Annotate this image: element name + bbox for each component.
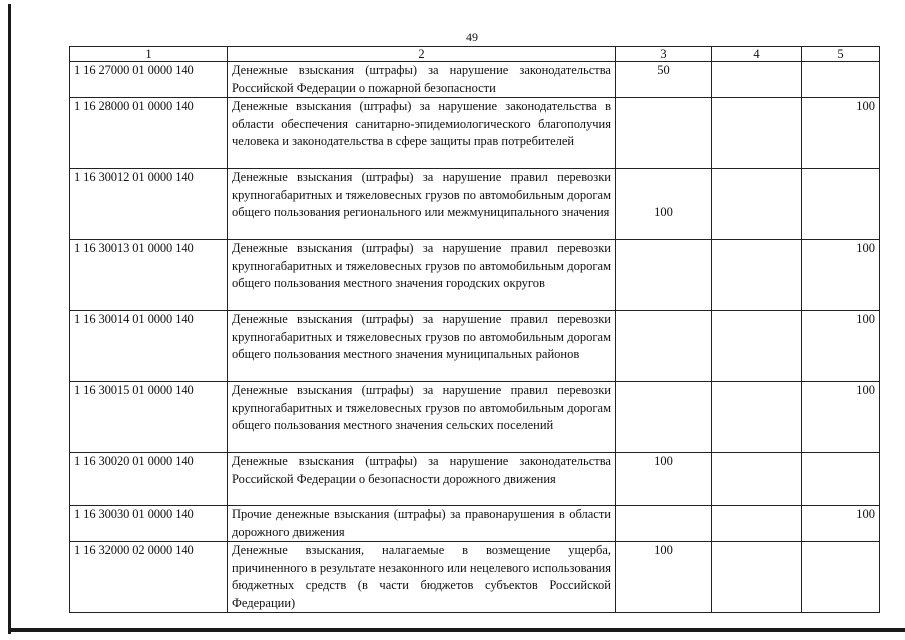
header-col-3: 3 xyxy=(616,47,712,62)
code-cell: 1 16 30012 01 0000 140 xyxy=(70,169,228,240)
value-col3-cell xyxy=(616,311,712,382)
description-cell: Денежные взыскания (штрафы) за нарушение законодательства Российской Федерации о пожарной безопасности xyxy=(228,62,616,98)
page-number: 49 xyxy=(466,30,478,44)
value-col3-cell: 100 xyxy=(616,169,712,240)
value-col5-cell: 100 xyxy=(802,311,880,382)
code-cell: 1 16 30015 01 0000 140 xyxy=(70,382,228,453)
value-col4-cell xyxy=(712,169,802,240)
header-col-1: 1 xyxy=(70,47,228,62)
table-row xyxy=(70,542,880,613)
code-cell: 1 16 30014 01 0000 140 xyxy=(70,311,228,382)
header-col-2: 2 xyxy=(228,47,616,62)
description-cell: Денежные взыскания (штрафы) за нарушение правил перевозки крупногабаритных и тяжеловесных грузов по автомобильным дорогам общего пользования местного значения муниципальных районов xyxy=(228,311,616,382)
value-col3-cell: 50 xyxy=(616,62,712,98)
description-cell: Прочие денежные взыскания (штрафы) за правонарушения в области дорожного движения xyxy=(228,506,616,542)
value-col5-cell: 100 xyxy=(802,98,880,169)
table-header-row xyxy=(70,47,880,62)
description-cell: Денежные взыскания (штрафы) за нарушение правил перевозки крупногабаритных и тяжеловесных грузов по автомобильным дорогам общего пользования местного значения сельских поселений xyxy=(228,382,616,453)
value-col5-cell xyxy=(802,453,880,506)
value-col5-cell xyxy=(802,169,880,240)
value-col4-cell xyxy=(712,98,802,169)
value-col5-cell xyxy=(802,542,880,613)
description-cell: Денежные взыскания (штрафы) за нарушение законодательства Российской Федерации о безопасности дорожного движения xyxy=(228,453,616,506)
description-cell: Денежные взыскания (штрафы) за нарушение законодательства в области обеспечения санитарно-эпидемиологического благополучия человека и законодательства в сфере защиты прав потребителей xyxy=(228,98,616,169)
value-col4-cell xyxy=(712,506,802,542)
value-col3-cell xyxy=(616,506,712,542)
scan-bottom-edge-line xyxy=(8,628,905,632)
value-col5-cell: 100 xyxy=(802,240,880,311)
table-row xyxy=(70,98,880,169)
code-cell: 1 16 27000 01 0000 140 xyxy=(70,62,228,98)
code-cell: 1 16 32000 02 0000 140 xyxy=(70,542,228,613)
value-col3-cell: 100 xyxy=(616,453,712,506)
table-row xyxy=(70,169,880,240)
code-cell: 1 16 30020 01 0000 140 xyxy=(70,453,228,506)
value-col4-cell xyxy=(712,62,802,98)
value-col4-cell xyxy=(712,453,802,506)
value-col4-cell xyxy=(712,311,802,382)
table-row xyxy=(70,62,880,98)
value-col3-cell xyxy=(616,240,712,311)
scan-left-edge-line xyxy=(8,4,11,634)
revenue-codes-table xyxy=(69,46,880,613)
value-col4-cell xyxy=(712,240,802,311)
value-col5-cell: 100 xyxy=(802,382,880,453)
table-row xyxy=(70,240,880,311)
value-col5-cell: 100 xyxy=(802,506,880,542)
value-col3-cell xyxy=(616,382,712,453)
header-col-4: 4 xyxy=(712,47,802,62)
value-col3-cell xyxy=(616,98,712,169)
value-col4-cell xyxy=(712,542,802,613)
description-cell: Денежные взыскания (штрафы) за нарушение правил перевозки крупногабаритных и тяжеловесных грузов по автомобильным дорогам общего пользования местного значения городских округов xyxy=(228,240,616,311)
code-cell: 1 16 30030 01 0000 140 xyxy=(70,506,228,542)
value-col4-cell xyxy=(712,382,802,453)
description-cell: Денежные взыскания, налагаемые в возмещение ущерба, причиненного в результате незаконного или нецелевого использования бюджетных средств (в части бюджетов субъектов Российской Федерации) xyxy=(228,542,616,613)
code-cell: 1 16 30013 01 0000 140 xyxy=(70,240,228,311)
code-cell: 1 16 28000 01 0000 140 xyxy=(70,98,228,169)
table-row xyxy=(70,382,880,453)
table-row xyxy=(70,453,880,506)
table-row xyxy=(70,506,880,542)
header-col-5: 5 xyxy=(802,47,880,62)
table-row xyxy=(70,311,880,382)
description-cell: Денежные взыскания (штрафы) за нарушение правил перевозки крупногабаритных и тяжеловесных грузов по автомобильным дорогам общего пользования регионального или межмуниципального значения xyxy=(228,169,616,240)
value-col5-cell xyxy=(802,62,880,98)
value-col3-cell: 100 xyxy=(616,542,712,613)
